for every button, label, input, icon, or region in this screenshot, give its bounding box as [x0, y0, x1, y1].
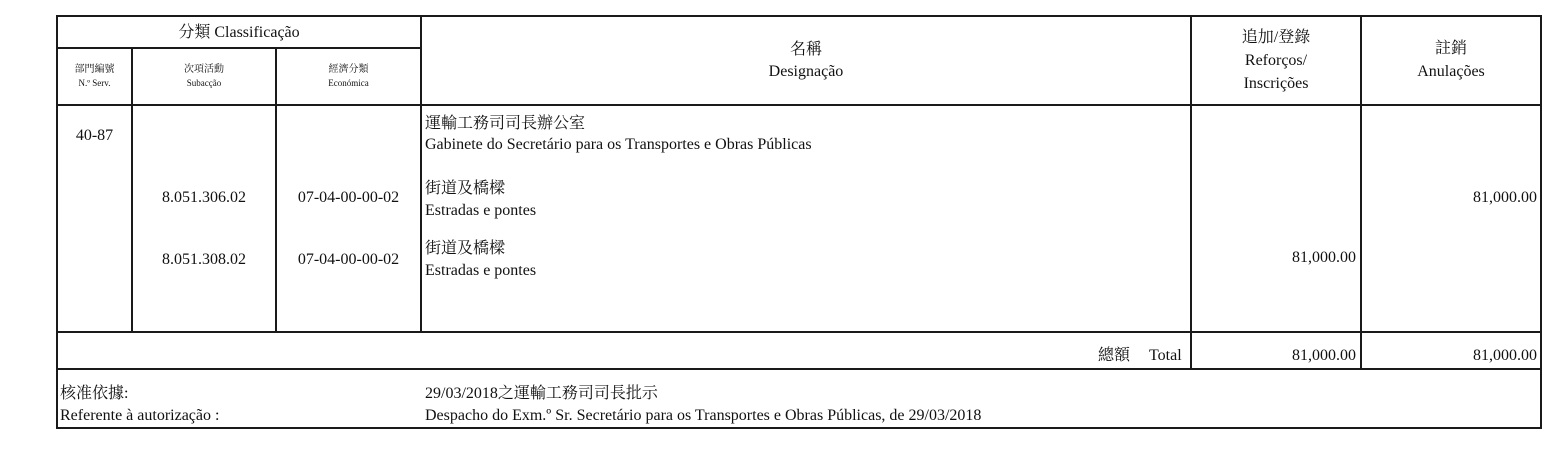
- row1-subaction: 8.051.306.02: [162, 189, 246, 206]
- table-bottom-border: [56, 427, 1542, 429]
- total-bottom-border: [56, 368, 1542, 370]
- total-label-pt: Total: [1149, 347, 1182, 364]
- row2-designation-pt: Estradas e pontes: [425, 262, 537, 279]
- row2-reinforcement: 81,000.00: [1292, 249, 1356, 266]
- dept-header-zh: 部門編號: [74, 64, 115, 75]
- cancellations-header-pt: Anulações: [1417, 63, 1485, 80]
- right-border: [1540, 15, 1542, 429]
- subaction-header-pt: Subacção: [186, 78, 222, 88]
- total-label-zh: 總額: [1098, 347, 1131, 364]
- row2-subaction: 8.051.308.02: [162, 251, 246, 268]
- header-bottom-border: [56, 104, 1542, 106]
- economic-header-pt: Económica: [328, 78, 369, 88]
- designation-header-pt: Designação: [768, 63, 844, 80]
- row1-designation-pt: Estradas e pontes: [425, 202, 537, 219]
- row1-cancellation: 81,000.00: [1473, 189, 1537, 206]
- dept-header-pt: N.º Serv.: [78, 78, 111, 88]
- col-divider-economic: [420, 15, 422, 332]
- row1-economic: 07-04-00-00-02: [297, 189, 400, 206]
- reinforcements-header-zh: 追加/登錄: [1241, 29, 1311, 46]
- dept-code: 40-87: [75, 127, 114, 144]
- classification-header: 分類 Classificação: [178, 24, 300, 41]
- economic-header-zh: 經濟分類: [328, 64, 369, 75]
- subaction-header-zh: 次項活動: [184, 64, 224, 75]
- row1-designation-zh: 街道及橋樑: [425, 180, 506, 197]
- left-border: [56, 15, 58, 429]
- reinforcements-header-pt1: Reforços/: [1244, 52, 1308, 69]
- authorization-label-zh: 核准依據:: [60, 385, 129, 402]
- reinforcements-header-pt2: Inscrições: [1243, 75, 1309, 92]
- designation-header-zh: 名稱: [789, 41, 822, 58]
- office-name-pt: Gabinete do Secretário para os Transportes e Obras Públicas: [425, 136, 812, 153]
- total-cancellation: 81,000.00: [1473, 347, 1537, 364]
- row2-designation-zh: 街道及橋樑: [425, 240, 506, 257]
- office-name-zh: 運輸工務司司長辦公室: [425, 115, 586, 132]
- row2-economic: 07-04-00-00-02: [297, 251, 400, 268]
- body-bottom-border: [56, 331, 1542, 333]
- cancellations-header-zh: 註銷: [1434, 40, 1467, 57]
- table-top-border: [56, 15, 1542, 17]
- authorization-text-pt: Despacho do Exm.º Sr. Secretário para os Transportes e Obras Públicas, de 29/03/2018: [425, 407, 982, 424]
- authorization-text-zh: 29/03/2018之運輸工務司司長批示: [425, 385, 658, 402]
- classification-divider: [56, 47, 421, 49]
- total-reinforcement: 81,000.00: [1292, 347, 1356, 364]
- authorization-label-pt: Referente à autorização :: [60, 407, 220, 424]
